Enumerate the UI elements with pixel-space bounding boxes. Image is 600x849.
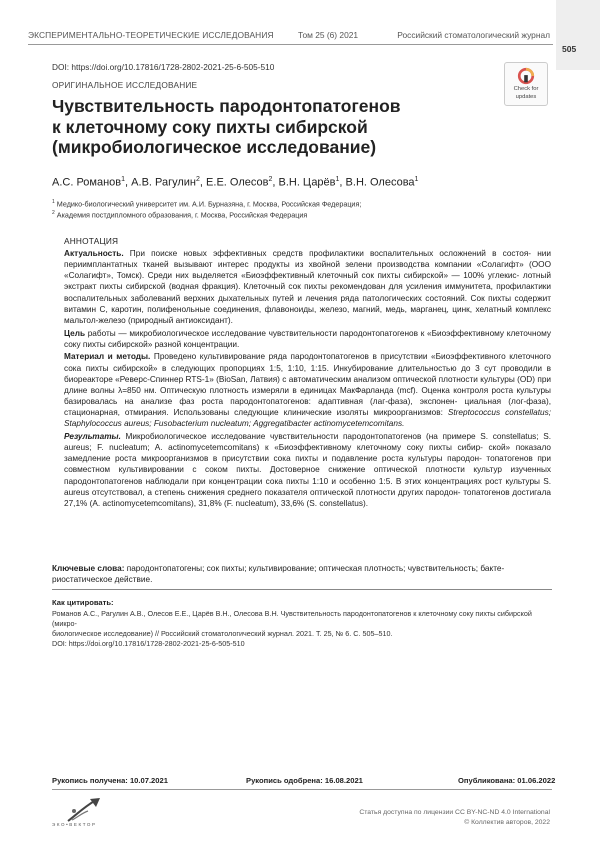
check-for-updates-badge[interactable] <box>504 62 548 106</box>
page-side-tab <box>556 0 600 70</box>
title-line: к клеточному соку пихты сибирской <box>52 116 368 137</box>
license-block <box>359 808 550 828</box>
check-for-updates-icon <box>517 67 535 85</box>
abstract-line: клеточному соку пихты сибирской» разной концентрации. <box>64 328 552 349</box>
abstract-line: проводили в биореакторе «Реверс-Спиннер RTS-1» (BioSan, Латвия) с автоматическим анализом оптической плотности <box>64 363 551 384</box>
affiliation-text: Академия постдипломного образования, г. Москва, Российская Федерация <box>56 210 308 220</box>
header-section-title: ЭКСПЕРИМЕНТАЛЬНО-ТЕОРЕТИЧЕСКИЕ ИССЛЕДОВАНИЯ <box>28 30 274 40</box>
keywords-text-2: риостатическое действие. <box>52 575 153 585</box>
author-affiliation-mark: 1 <box>335 176 340 183</box>
article-title <box>52 96 482 158</box>
abstract-line: циальная (лог-фаза), стационарная, отмирания. Использованы следующие клинические изоляты микроорганизмов: <box>64 397 551 418</box>
article-type: ОРИГИНАЛЬНОЕ ИССЛЕДОВАНИЕ <box>52 80 198 90</box>
results-label: Результаты. <box>64 432 121 441</box>
abstract-aim <box>64 328 551 350</box>
keywords <box>52 563 549 585</box>
header-journal-name: Российский стоматологический журнал <box>397 30 550 40</box>
abstract-methods <box>64 351 551 429</box>
abstract-line: При поиске новых эффективных средств профилактики воспалительных осложнений в состоя- <box>129 249 532 258</box>
author-name: А.С. Романов <box>52 176 122 189</box>
abstract-line: топатогенов достигала 27,1% (A. actinomycetemcomitans), 31,8% (F. nucleatum), 33,6% (S. constellatus). <box>64 487 551 508</box>
date-published: Опубликована: 01.06.2022 <box>458 776 556 785</box>
abstract-line: лотный экстракт пихты сибирской (водная фракция). Клеточный сок пихты рекомендован для усиления иммунитета, <box>64 271 551 292</box>
abstract-line: изученных пародонтопатогенов наблюдали при концентрации сока пихты 1:10 и особенно 1:5. В этих концентрациях <box>64 465 551 486</box>
abstract-line: S. constellatus; S. aureus; F. nucleatum; A. actinomycetemcomitans) к «Биоэффективному клеточному соку пихты сибир- <box>64 432 552 453</box>
author-name: Е.Е. Олесов <box>206 176 269 189</box>
divider <box>52 589 552 590</box>
eco-vector-logo-icon <box>62 795 110 825</box>
abstract-line: топатогенов при совместном культивировании с соком пихты. Достоверное снижение оптической плотности культур <box>64 454 552 475</box>
badge-label-2: updates <box>515 93 537 100</box>
abstract-line: Микробиологическое исследование чувствительности пародонтопатогенов (на примере <box>125 432 476 441</box>
doi-link[interactable]: DOI: https://doi.org/10.17816/1728-2802-2021-25-6-505-510 <box>52 62 275 72</box>
author-name: В.Н. Царёв <box>278 176 336 189</box>
title-line: (микробиологическое исследование) <box>52 137 377 157</box>
abstract-line: Сок пихты содержит витамин С, каротин, полифенольные соединения, флавоноиды, железо, магний, медь, марганец, <box>64 293 552 314</box>
abstract-line: контроля роста культуры базировалась на анализе фаз роста пародонтопатогенов: адаптивная (лаг-фаза), экспонен- <box>64 385 551 407</box>
abstract-line: нии периимплантатных тканей вызывают интерес продукты из хвойной зелени производства компании «Солагифт» <box>64 249 551 270</box>
author-affiliation-mark: 2 <box>196 176 200 183</box>
header-divider <box>28 44 553 45</box>
citation-doi-link[interactable]: DOI: https://doi.org/10.17816/1728-2802-2021-25-6-505-510 <box>52 639 245 648</box>
abstract-line: культуры (OD) при длине волны λ=850 нм. Оптическую плотность измеряли в единицах МакФарланда (mcf). Оценка <box>64 374 552 395</box>
keywords-label: Ключевые слова: <box>52 564 125 573</box>
abstract-line: профилактики воспалительных заболеваний верхних дыхательных путей и лечения ряда патологических состояний. <box>64 282 552 303</box>
author-name: А.В. Рагулин <box>131 176 197 189</box>
title-line: Чувствительность пародонтопатогенов <box>52 96 401 116</box>
methods-label: Материал и методы. <box>64 352 151 362</box>
footer-divider <box>52 789 552 790</box>
abstract-line: рост культуры S. aureus отсутствовал, а степень снижения среднего показателя оптической плотности других пародон- <box>64 476 552 497</box>
date-approved: Рукопись одобрена: 16.08.2021 <box>246 776 363 785</box>
author-affiliation-mark: 1 <box>414 176 419 183</box>
affiliation-2 <box>52 210 307 219</box>
abstract-relevance <box>64 248 551 326</box>
running-header <box>28 30 550 44</box>
copyright-text: © Коллектив авторов, 2022 <box>464 819 550 826</box>
abstract-line: Проведено культивирование ряда пародонтопатогенов в присутствии «Биоэффективного <box>153 352 506 362</box>
citation-line: Романов А.С., Рагулин А.В., Олесов Е.Е., Царёв В.Н., Олесова В.Н. Чувствительность пародонтопатогенов к клеточному соку пихты сибирской (микро- <box>52 609 532 628</box>
badge-label-1: Check for <box>513 86 539 92</box>
abstract-line: работы — микробиологическое исследование чувствительности пародонтопатогенов к «Биоэффективному <box>87 328 505 338</box>
citation-line: биологическое исследование) // Российский стоматологический журнал. 2021. Т. 25, № 6. С. 505–510. <box>52 629 393 638</box>
header-volume: Том 25 (6) 2021 <box>298 30 359 40</box>
abstract-line: цинк, хелатный комплекс мальтол-железо (природный антиоксидант). <box>64 304 551 325</box>
author-affiliation-mark: 1 <box>121 176 126 183</box>
abstract-line: ской» показало замедление роста микроорганизмов в присутствии сока пихты и подавление роста культуры пародон- <box>64 443 551 464</box>
abstract-body <box>64 248 551 509</box>
affiliation-1 <box>52 199 361 208</box>
abstract-line: клеточного сока пихты сибирской» в следующих пропорциях 1:5, 1:10, 1:15. Инкубирование длительностью до 3 сут <box>64 352 552 373</box>
author-name: В.Н. Олесова <box>345 176 415 189</box>
keywords-text: пародонтопатогены; сок пихты; культивирование; оптическая плотность; чувствительность; бакте- <box>126 564 505 573</box>
date-received: Рукопись получена: 10.07.2021 <box>52 776 168 785</box>
abstract-heading: АННОТАЦИЯ <box>64 236 119 246</box>
author-affiliation-mark: 2 <box>268 176 273 183</box>
author-list: А.С. Романов$^1$, А.В. Рагулин$^2$, Е.Е. Олесов$^2$, В.Н. Царёв$^1$, В.Н. Олесова$^1$ <box>52 176 419 189</box>
abstract-line: (ООО «Солагифт», Томск). Среди них выделяется «Биоэффективный клеточный сок пихты сибирской» — 100% углекис- <box>64 260 551 281</box>
abstract-results <box>64 431 551 509</box>
abstract-line: Streptococcus constellatus; Staphylococcus aureus; Fusobacterium nucleatum; Aggregatibacter actinomycetemcomitans. <box>64 408 551 429</box>
affiliation-number: 2 <box>52 210 55 216</box>
affiliation-number: 1 <box>52 199 55 205</box>
license-link[interactable]: Статья доступна по лицензии CC BY-NC-ND 4.0 International <box>359 809 550 816</box>
aim-label: Цель <box>64 328 86 338</box>
publisher-name: ЭКО•ВЕКТОР <box>52 822 97 827</box>
citation-block <box>52 609 552 649</box>
page-number: 505 <box>562 44 577 54</box>
affiliation-text: Медико-биологический университет им. А.И. Бурназяна, г. Москва, Российская Федерация; <box>56 199 362 209</box>
citation-heading: Как цитировать: <box>52 598 114 607</box>
relevance-label: Актуальность. <box>64 249 124 258</box>
